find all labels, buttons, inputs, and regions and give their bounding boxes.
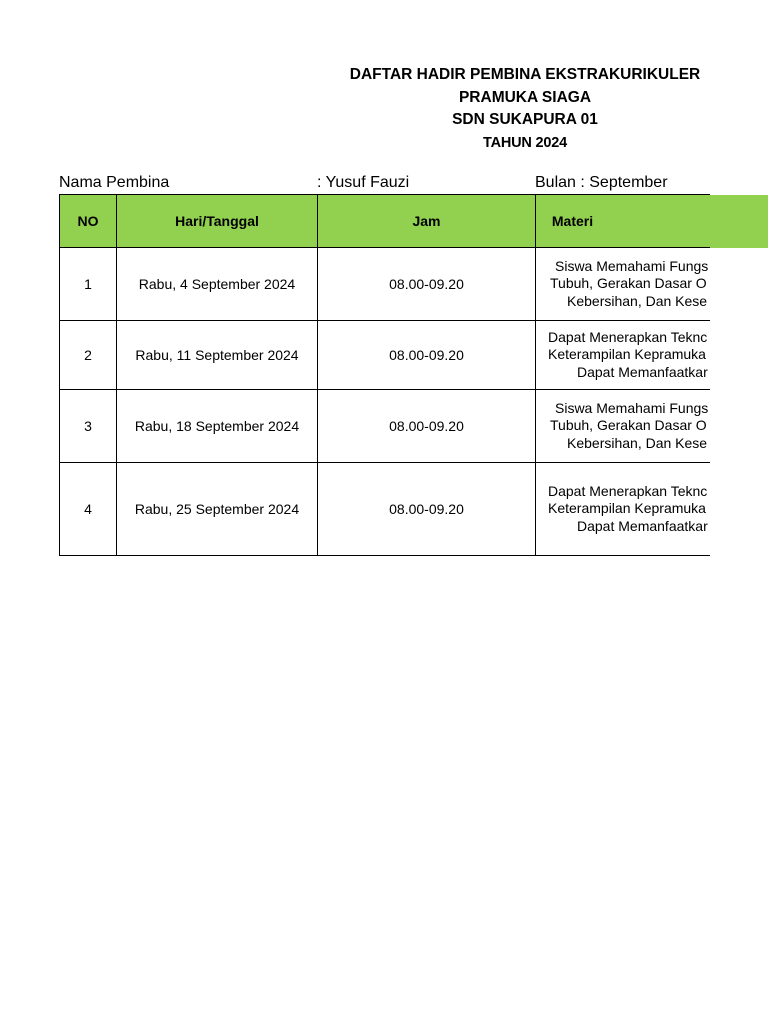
cell-tanggal: Rabu, 4 September 2024 [117, 248, 318, 321]
column-header-no: NO [60, 195, 117, 248]
document-title: DAFTAR HADIR PEMBINA EKSTRAKURIKULER [349, 66, 701, 83]
materi-line: Siswa Memahami Fungs [555, 399, 709, 416]
pembina-label: Nama Pembina [59, 174, 170, 191]
cell-jam: 08.00-09.20 [318, 321, 536, 390]
cell-materi [536, 463, 711, 556]
materi-line: Siswa Memahami Fungs [555, 257, 709, 274]
header-fill-overflow [710, 195, 768, 248]
cell-tanggal: Rabu, 25 September 2024 [117, 463, 318, 556]
cell-jam: 08.00-09.20 [318, 463, 536, 556]
column-header-materi-label: Materi [551, 213, 594, 229]
table-row [60, 390, 711, 463]
cell-materi [536, 321, 711, 390]
materi-line: Keterampilan Kepramuka [548, 346, 706, 363]
cell-jam: 08.00-09.20 [318, 390, 536, 463]
cell-no: 4 [60, 463, 117, 556]
document-subtitle-year: TAHUN 2024 [483, 134, 567, 151]
materi-line: Tubuh, Gerakan Dasar O [550, 275, 707, 292]
materi-line: Dapat Memanfaatkar [577, 363, 708, 380]
cell-materi [536, 248, 711, 321]
column-header-tanggal: Hari/Tanggal [117, 195, 318, 248]
document-subtitle-activity: PRAMUKA SIAGA [458, 88, 592, 106]
table-header-row [60, 195, 711, 248]
cell-no: 3 [60, 390, 117, 463]
cell-materi [536, 390, 711, 463]
materi-line: Dapat Menerapkan Teknc [548, 328, 708, 345]
pembina-value: : Yusuf Fauzi [317, 174, 410, 191]
table-row [60, 463, 711, 556]
cell-no: 2 [60, 321, 117, 390]
materi-line: Keterampilan Kepramuka [548, 500, 706, 517]
materi-line: Dapat Menerapkan Teknc [548, 482, 708, 499]
column-header-jam: Jam [318, 195, 536, 248]
materi-line: Kebersihan, Dan Kese [567, 292, 708, 309]
attendance-table [59, 194, 710, 556]
cell-tanggal: Rabu, 11 September 2024 [117, 321, 318, 390]
column-header-materi [536, 195, 711, 248]
cell-jam: 08.00-09.20 [318, 248, 536, 321]
materi-line: Kebersihan, Dan Kese [567, 434, 708, 451]
materi-line: Tubuh, Gerakan Dasar O [550, 417, 707, 434]
bulan-label: Bulan : September [535, 174, 668, 191]
cell-tanggal: Rabu, 18 September 2024 [117, 390, 318, 463]
materi-line: Dapat Memanfaatkar [577, 517, 708, 534]
document-title-block [280, 64, 768, 154]
attendance-table-viewport [59, 194, 710, 564]
cell-no: 1 [60, 248, 117, 321]
table-row [60, 321, 711, 390]
table-row [60, 248, 711, 321]
document-subtitle-school: SDN SUKAPURA 01 [452, 111, 598, 128]
